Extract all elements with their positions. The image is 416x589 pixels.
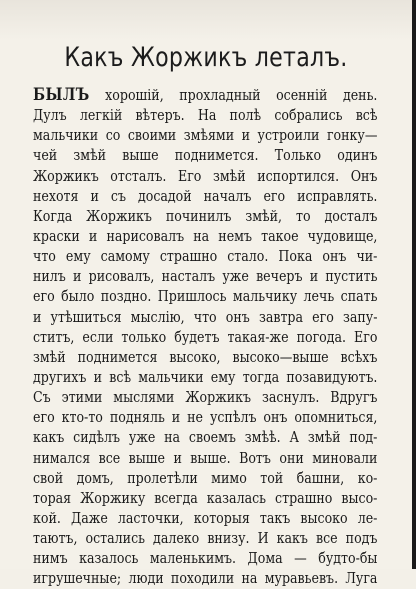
text-line: его было поздно. Пришлось мальчику лечь спать	[33, 287, 378, 306]
text-line: кой. Даже ласточки, которыя такъ высоко ле-	[33, 508, 378, 527]
text-line: Жоржикъ отсталъ. Его змѣй испортился. Онъ	[33, 166, 378, 185]
text-line: и утѣшиться мыслію, что онъ завтра его запу-	[33, 307, 378, 326]
text-line: торая Жоржику всегда казалась страшно высо-	[33, 488, 378, 507]
text-line: что ему самому страшно стало. Пока онъ чи-	[33, 247, 378, 266]
text-line: нехотя и съ досадой началъ его исправлять.	[33, 186, 378, 205]
text-line: игрушечные; люди походили на муравьевъ. Луга	[33, 569, 378, 588]
text-line: Когда Жоржикъ починилъ змѣй, то досталъ	[33, 206, 378, 225]
text-line: мальчики со своими змѣями и устроили гонку—	[33, 126, 378, 145]
bleed-through-shadow	[0, 0, 416, 40]
text-line: нимался все выше и выше. Вотъ они миновали	[33, 448, 378, 467]
text-line	[33, 85, 377, 105]
text-line: таютъ, остались далеко внизу. И какъ все подъ	[33, 529, 378, 548]
text-line-rest: хорошій, прохладный осенній день.	[89, 86, 378, 104]
text-line: нимъ казалось маленькимъ. Дома — будто-бы	[33, 549, 378, 568]
text-line: другихъ и всѣ мальчики ему тогда позавидуютъ.	[33, 367, 378, 386]
text-line: какъ сидѣлъ уже на своемъ змѣѣ. А змѣй под-	[33, 428, 378, 447]
text-line: Дулъ легкій вѣтеръ. На полѣ собрались всѣ	[33, 106, 378, 125]
page-title: Какъ Жоржикъ леталъ.	[64, 42, 348, 73]
text-line: ститъ, если только будетъ такая-же погода. Его	[33, 327, 378, 346]
story-text	[33, 85, 378, 589]
text-line: свой домъ, пролетѣли мимо той башни, ко-	[33, 468, 378, 487]
text-line: Съ этими мыслями Жоржикъ заснулъ. Вдругъ	[33, 388, 378, 407]
drop-cap-word: БЫЛЪ	[33, 85, 90, 105]
text-line: змѣй поднимется высоко, высоко—выше всѣхъ	[33, 347, 378, 366]
text-line: краски и нарисовалъ на немъ такое чудовище,	[33, 226, 378, 245]
text-line: его кто-то подняль и не успѣлъ онъ опомниться,	[33, 408, 378, 427]
page-edge-shadow	[412, 0, 416, 569]
text-line: нилъ и рисовалъ, насталъ уже вечеръ и пустить	[33, 267, 378, 286]
text-line: чей змѣй выше поднимется. Только одинъ	[33, 146, 378, 165]
